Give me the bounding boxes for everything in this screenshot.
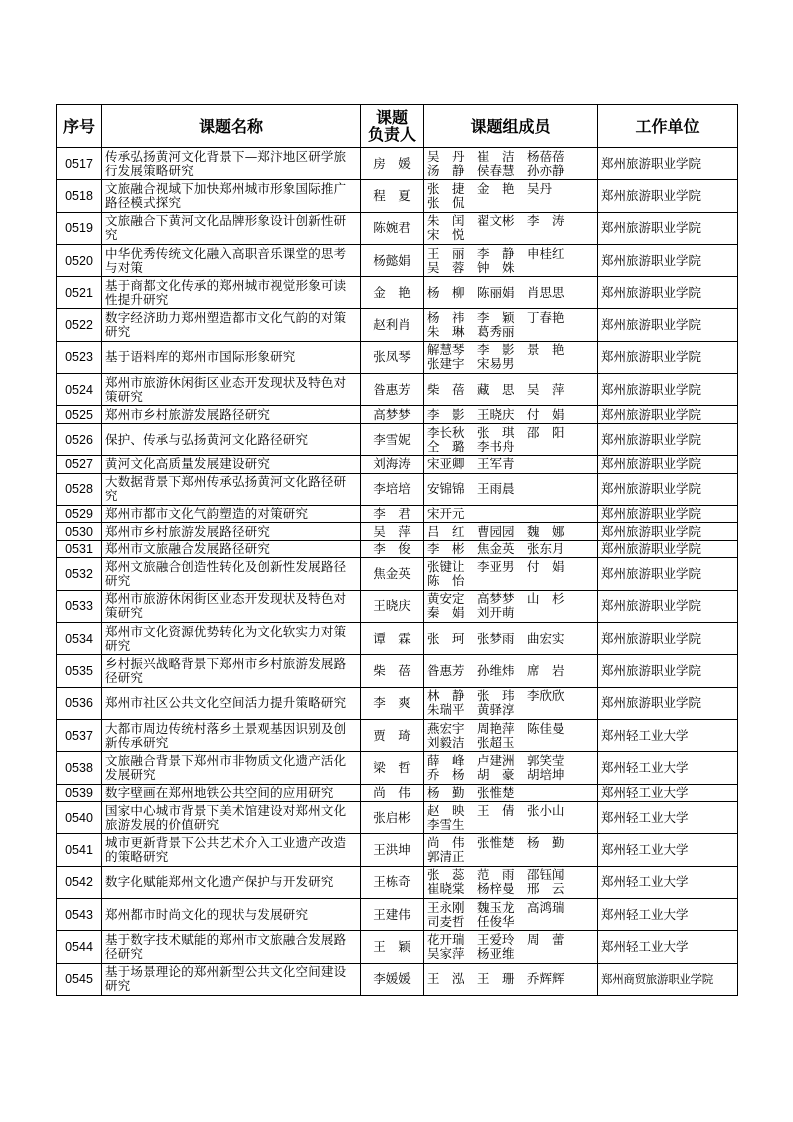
- work-unit: 郑州旅游职业学院: [598, 623, 738, 655]
- row-number: 0545: [57, 963, 102, 995]
- table-row: [57, 802, 738, 834]
- project-title: 文旅融合下黄河文化品牌形象设计创新性研究: [102, 212, 361, 244]
- project-title: 文旅融合视域下加快郑州城市形象国际推广路径模式探究: [102, 180, 361, 212]
- row-number: 0544: [57, 931, 102, 963]
- project-leader: 李雪妮: [361, 423, 424, 455]
- row-number: 0543: [57, 898, 102, 930]
- work-unit: 郑州轻工业大学: [598, 752, 738, 784]
- table-row: [57, 866, 738, 898]
- work-unit: 郑州轻工业大学: [598, 834, 738, 866]
- project-leader: 贾 琦: [361, 719, 424, 751]
- member-line: 赵 映 王 倩 张小山: [427, 802, 565, 818]
- member-line: 仝 璐 李书舟: [427, 438, 515, 454]
- table-row: [57, 931, 738, 963]
- work-unit: 郑州旅游职业学院: [598, 473, 738, 505]
- row-number: 0517: [57, 148, 102, 180]
- project-members: [424, 423, 598, 455]
- project-members: [424, 456, 598, 474]
- table-row: [57, 623, 738, 655]
- project-leader: 吴 萍: [361, 523, 424, 541]
- table-row: [57, 898, 738, 930]
- row-number: 0537: [57, 719, 102, 751]
- project-leader: 李媛媛: [361, 963, 424, 995]
- project-title: 数字经济助力郑州塑造都市文化气韵的对策研究: [102, 309, 361, 341]
- work-unit: 郑州旅游职业学院: [598, 309, 738, 341]
- member-line: 张 侃: [427, 194, 465, 210]
- project-members: [424, 963, 598, 995]
- project-title: 郑州市旅游休闲街区业态开发现状及特色对策研究: [102, 374, 361, 406]
- table-row: [57, 423, 738, 455]
- project-leader: 焦金英: [361, 558, 424, 590]
- table-row: [57, 590, 738, 622]
- table-row: [57, 752, 738, 784]
- table-row: [57, 341, 738, 373]
- project-leader: 王建伟: [361, 898, 424, 930]
- member-line: 张 珂 张梦雨 曲宏实: [427, 630, 565, 646]
- table-row: [57, 456, 738, 474]
- project-title: 郑州市文化资源优势转化为文化软实力对策研究: [102, 623, 361, 655]
- project-members: [424, 687, 598, 719]
- member-line: 张建宇 宋易男: [427, 356, 515, 372]
- member-line: 安锦锦 王雨晨: [427, 481, 515, 497]
- project-title: 郑州市社区公共文化空间活力提升策略研究: [102, 687, 361, 719]
- project-title: 文旅融合背景下郑州市非物质文化遗产活化发展研究: [102, 752, 361, 784]
- work-unit: 郑州旅游职业学院: [598, 655, 738, 687]
- project-members: [424, 540, 598, 558]
- member-line: 秦 娟 刘开萌: [427, 605, 515, 621]
- row-number: 0520: [57, 244, 102, 276]
- project-leader: 谭 霖: [361, 623, 424, 655]
- project-members: [424, 148, 598, 180]
- work-unit: 郑州旅游职业学院: [598, 212, 738, 244]
- project-leader: 李 俊: [361, 540, 424, 558]
- project-leader: 刘海涛: [361, 456, 424, 474]
- project-title: 基于商都文化传承的郑州城市视觉形象可读性提升研究: [102, 277, 361, 309]
- row-number: 0529: [57, 505, 102, 523]
- project-members: [424, 558, 598, 590]
- project-leader: 张凤琴: [361, 341, 424, 373]
- member-line: 黄安定 高梦梦 山 杉: [427, 591, 565, 607]
- table-row: [57, 374, 738, 406]
- project-leader: 昝惠芳: [361, 374, 424, 406]
- project-leader: 梁 哲: [361, 752, 424, 784]
- project-title: 乡村振兴战略背景下郑州市乡村旅游发展路径研究: [102, 655, 361, 687]
- project-members: [424, 623, 598, 655]
- row-number: 0533: [57, 590, 102, 622]
- table-row: [57, 148, 738, 180]
- project-title: 基于场景理论的郑州新型公共文化空间建设研究: [102, 963, 361, 995]
- table-row: [57, 558, 738, 590]
- member-line: 郭清正: [427, 848, 465, 864]
- project-title: 大数据背景下郑州传承弘扬黄河文化路径研究: [102, 473, 361, 505]
- work-unit: 郑州轻工业大学: [598, 802, 738, 834]
- member-line: 王 丽 李 静 申桂红: [427, 245, 565, 261]
- header-title: 课题名称: [102, 105, 361, 148]
- member-line: 张 捷 金 艳 吴丹: [427, 180, 553, 196]
- member-line: 朱瑞平 黄驿淳: [427, 702, 515, 718]
- project-members: [424, 505, 598, 523]
- project-members: [424, 590, 598, 622]
- project-title: 城市更新背景下公共艺术介入工业遗产改造的策略研究: [102, 834, 361, 866]
- project-leader: 张启彬: [361, 802, 424, 834]
- member-line: 杨 勤 张惟楚: [427, 784, 515, 800]
- project-members: [424, 523, 598, 541]
- table-row: [57, 406, 738, 424]
- row-number: 0521: [57, 277, 102, 309]
- row-number: 0524: [57, 374, 102, 406]
- work-unit: 郑州旅游职业学院: [598, 341, 738, 373]
- project-title: 传承弘扬黄河文化背景下—郑汴地区研学旅行发展策略研究: [102, 148, 361, 180]
- member-line: 张键让 李亚男 付 娟: [427, 559, 565, 575]
- project-title: 基于数字技术赋能的郑州市文旅融合发展路径研究: [102, 931, 361, 963]
- member-line: 花开瑞 王爱玲 周 蕾: [427, 931, 565, 947]
- row-number: 0532: [57, 558, 102, 590]
- project-title: 大都市周边传统村落乡土景观基因识别及创新传承研究: [102, 719, 361, 751]
- project-table: [56, 104, 738, 996]
- project-title: 郑州市旅游休闲街区业态开发现状及特色对策研究: [102, 590, 361, 622]
- row-number: 0534: [57, 623, 102, 655]
- project-leader: 李 爽: [361, 687, 424, 719]
- project-title: 黄河文化高质量发展建设研究: [102, 456, 361, 474]
- member-line: 燕宏宇 周艳萍 陈佳曼: [427, 720, 565, 736]
- project-title: 郑州市乡村旅游发展路径研究: [102, 523, 361, 541]
- row-number: 0535: [57, 655, 102, 687]
- project-members: [424, 719, 598, 751]
- member-line: 陈 怡: [427, 573, 465, 589]
- header-leader: [361, 105, 424, 148]
- member-line: 朱 琳 葛秀丽: [427, 324, 515, 340]
- table-row: [57, 784, 738, 802]
- project-leader: 杨懿娟: [361, 244, 424, 276]
- header-no: 序号: [57, 105, 102, 148]
- work-unit: 郑州旅游职业学院: [598, 456, 738, 474]
- table-row: [57, 834, 738, 866]
- project-leader: 尚 伟: [361, 784, 424, 802]
- header-leader-line2: 负责人: [367, 125, 416, 144]
- work-unit: 郑州轻工业大学: [598, 866, 738, 898]
- project-members: [424, 834, 598, 866]
- member-line: 王永刚 魏玉龙 高鸿瑞: [427, 899, 565, 915]
- project-title: 郑州文旅融合创造性转化及创新性发展路径研究: [102, 558, 361, 590]
- row-number: 0541: [57, 834, 102, 866]
- member-line: 吴 丹 崔 洁 杨蓓蓓: [427, 148, 565, 164]
- member-line: 解慧琴 李 影 景 艳: [427, 342, 565, 358]
- row-number: 0523: [57, 341, 102, 373]
- member-line: 昝惠芳 孙维炜 席 岩: [427, 663, 565, 678]
- table-row: [57, 212, 738, 244]
- row-number: 0518: [57, 180, 102, 212]
- project-leader: 高梦梦: [361, 406, 424, 424]
- row-number: 0538: [57, 752, 102, 784]
- project-leader: 陈婉君: [361, 212, 424, 244]
- project-members: [424, 784, 598, 802]
- project-title: 郑州市文旅融合发展路径研究: [102, 540, 361, 558]
- member-line: 张 蕊 范 雨 邵钰闻: [427, 867, 565, 883]
- member-line: 李 彬 焦金英 张东月: [427, 541, 565, 557]
- table-row: [57, 309, 738, 341]
- row-number: 0527: [57, 456, 102, 474]
- project-members: [424, 931, 598, 963]
- row-number: 0531: [57, 540, 102, 558]
- member-line: 王 泓 王 珊 乔辉辉: [427, 971, 565, 987]
- member-line: 李雪生: [427, 816, 465, 832]
- project-leader: 赵利肖: [361, 309, 424, 341]
- work-unit: 郑州轻工业大学: [598, 898, 738, 930]
- table-row: [57, 719, 738, 751]
- project-leader: 金 艳: [361, 277, 424, 309]
- project-members: [424, 374, 598, 406]
- work-unit: 郑州旅游职业学院: [598, 277, 738, 309]
- work-unit: 郑州旅游职业学院: [598, 687, 738, 719]
- project-leader: 柴 蓓: [361, 655, 424, 687]
- work-unit: 郑州旅游职业学院: [598, 423, 738, 455]
- project-title: 郑州都市时尚文化的现状与发展研究: [102, 898, 361, 930]
- table-row: [57, 473, 738, 505]
- row-number: 0528: [57, 473, 102, 505]
- project-title: 数字化赋能郑州文化遗产保护与开发研究: [102, 866, 361, 898]
- work-unit: 郑州商贸旅游职业学院: [598, 963, 738, 995]
- project-title: 数字壁画在郑州地铁公共空间的应用研究: [102, 784, 361, 802]
- member-line: 司麦哲 任俊华: [427, 913, 515, 929]
- project-title: 中华优秀传统文化融入高职音乐课堂的思考与对策: [102, 244, 361, 276]
- member-line: 吴 蓉 钟 姝: [427, 259, 515, 275]
- work-unit: 郑州旅游职业学院: [598, 406, 738, 424]
- project-members: [424, 406, 598, 424]
- project-members: [424, 341, 598, 373]
- member-line: 林 静 张 玮 李欣欣: [427, 688, 565, 704]
- table-row: [57, 505, 738, 523]
- member-line: 李长秋 张 琪 邵 阳: [427, 424, 565, 440]
- table-row: [57, 963, 738, 995]
- project-title: 国家中心城市背景下美术馆建设对郑州文化旅游发展的价值研究: [102, 802, 361, 834]
- table-row: [57, 180, 738, 212]
- project-members: [424, 180, 598, 212]
- row-number: 0526: [57, 423, 102, 455]
- table-body: [57, 148, 738, 996]
- table-row: [57, 244, 738, 276]
- project-members: [424, 655, 598, 687]
- table-row: [57, 277, 738, 309]
- table-row: [57, 655, 738, 687]
- member-line: 崔晓棠 杨梓曼 邢 云: [427, 881, 565, 897]
- project-title: 郑州市都市文化气韵塑造的对策研究: [102, 505, 361, 523]
- member-line: 薛 峰 卢建洲 郭笑莹: [427, 752, 565, 768]
- work-unit: 郑州旅游职业学院: [598, 590, 738, 622]
- row-number: 0522: [57, 309, 102, 341]
- member-line: 李 影 王晓庆 付 娟: [427, 406, 565, 422]
- project-members: [424, 866, 598, 898]
- project-leader: 房 媛: [361, 148, 424, 180]
- row-number: 0539: [57, 784, 102, 802]
- table-row: [57, 540, 738, 558]
- project-title: 保护、传承与弘扬黄河文化路径研究: [102, 423, 361, 455]
- project-members: [424, 473, 598, 505]
- work-unit: 郑州旅游职业学院: [598, 540, 738, 558]
- project-members: [424, 898, 598, 930]
- project-leader: 程 夏: [361, 180, 424, 212]
- member-line: 宋亚卿 王军青: [427, 456, 515, 472]
- member-line: 尚 伟 张惟楚 杨 勤: [427, 834, 565, 850]
- work-unit: 郑州旅游职业学院: [598, 523, 738, 541]
- member-line: 吕 红 曹园园 魏 娜: [427, 523, 565, 539]
- project-leader: 王晓庆: [361, 590, 424, 622]
- member-line: 杨 祎 李 颖 丁春艳: [427, 310, 565, 326]
- work-unit: 郑州旅游职业学院: [598, 505, 738, 523]
- work-unit: 郑州轻工业大学: [598, 931, 738, 963]
- member-line: 吴家萍 杨亚维: [427, 945, 515, 961]
- project-members: [424, 802, 598, 834]
- project-leader: 王 颖: [361, 931, 424, 963]
- project-members: [424, 309, 598, 341]
- member-line: 汤 静 侯春慧 孙亦静: [427, 162, 565, 178]
- project-title: 基于语料库的郑州市国际形象研究: [102, 341, 361, 373]
- project-members: [424, 244, 598, 276]
- header-leader-line1: 课题: [375, 108, 408, 127]
- row-number: 0519: [57, 212, 102, 244]
- project-leader: 王洪坤: [361, 834, 424, 866]
- row-number: 0540: [57, 802, 102, 834]
- work-unit: 郑州旅游职业学院: [598, 180, 738, 212]
- row-number: 0530: [57, 523, 102, 541]
- project-leader: 李 君: [361, 505, 424, 523]
- project-members: [424, 277, 598, 309]
- row-number: 0536: [57, 687, 102, 719]
- member-line: 朱 闰 翟文彬 李 涛: [427, 213, 565, 229]
- project-leader: 王栋奇: [361, 866, 424, 898]
- member-line: 宋 悦: [427, 227, 465, 243]
- work-unit: 郑州旅游职业学院: [598, 374, 738, 406]
- member-line: 宋开元: [427, 506, 465, 522]
- table-row: [57, 523, 738, 541]
- work-unit: 郑州旅游职业学院: [598, 148, 738, 180]
- project-members: [424, 752, 598, 784]
- work-unit: 郑州轻工业大学: [598, 719, 738, 751]
- work-unit: 郑州轻工业大学: [598, 784, 738, 802]
- project-leader: 李培培: [361, 473, 424, 505]
- row-number: 0525: [57, 406, 102, 424]
- project-members: [424, 212, 598, 244]
- header-members: 课题组成员: [424, 105, 598, 148]
- member-line: 刘毅洁 张超玉: [427, 734, 515, 750]
- project-title: 郑州市乡村旅游发展路径研究: [102, 406, 361, 424]
- row-number: 0542: [57, 866, 102, 898]
- member-line: 杨 柳 陈丽娟 肖思思: [427, 284, 565, 300]
- header-row: [57, 105, 738, 148]
- work-unit: 郑州旅游职业学院: [598, 558, 738, 590]
- table-row: [57, 687, 738, 719]
- member-line: 乔 杨 胡 豪 胡培坤: [427, 766, 565, 782]
- work-unit: 郑州旅游职业学院: [598, 244, 738, 276]
- header-unit: 工作单位: [598, 105, 738, 148]
- member-line: 柴 蓓 藏 思 吴 萍: [427, 381, 565, 397]
